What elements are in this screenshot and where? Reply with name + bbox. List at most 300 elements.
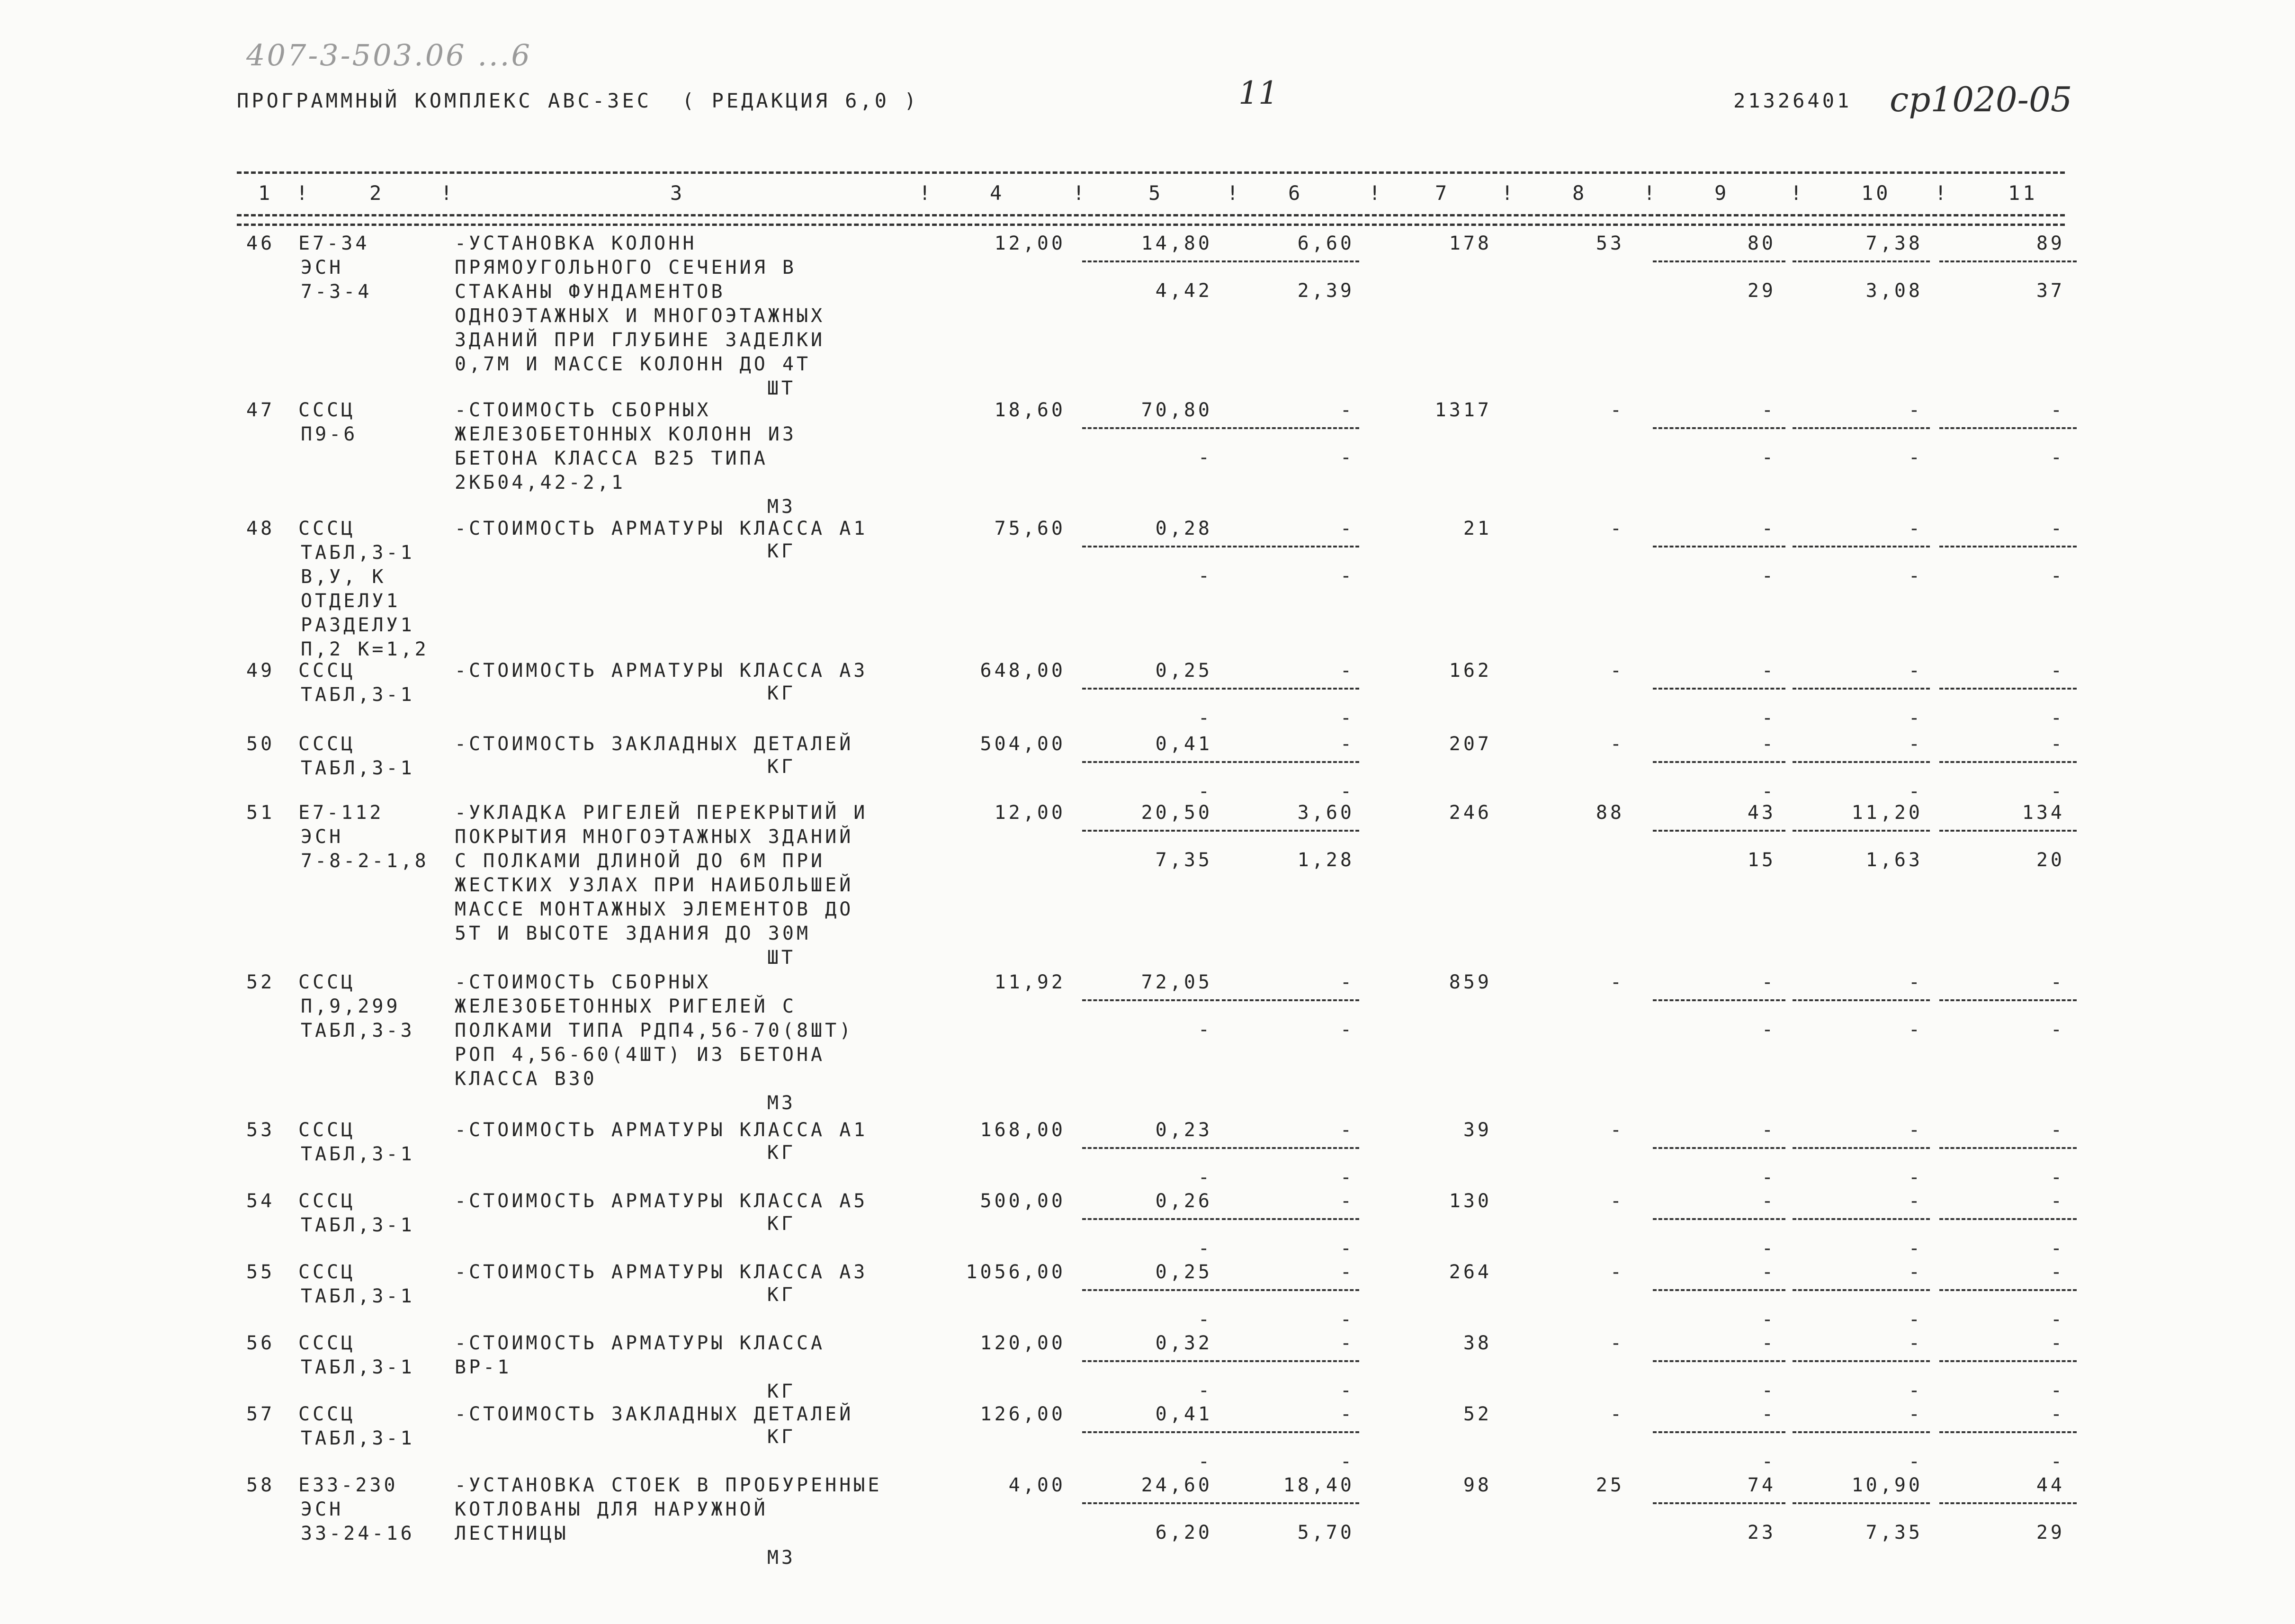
total-cost-value: 39 <box>1463 1119 1492 1141</box>
qty-value: 18,60 <box>994 399 1066 421</box>
cell-divider <box>1793 999 1930 1001</box>
unit-cost-value: 20,50 <box>1141 802 1212 824</box>
unit-cost-wages-value: - <box>1340 399 1354 421</box>
unit-cost-driver-value: - <box>1340 1019 1354 1041</box>
norm-code-line: П,2 К=1,2 <box>301 638 429 660</box>
labor-machine-value: - <box>1908 707 1923 729</box>
table-header-rule-2 <box>237 224 2065 226</box>
unit-label: М3 <box>767 1092 796 1114</box>
description-line: -УСТАНОВКА КОЛОНН <box>455 233 697 254</box>
machine-wages-value: - <box>1761 1238 1776 1259</box>
norm-code-line: Е33-230 <box>298 1474 398 1496</box>
cell-divider <box>1082 1360 1219 1362</box>
total-cost-value: 162 <box>1449 660 1492 682</box>
description-line: БЕТОНА КЛАССА В25 ТИПА <box>455 448 768 469</box>
unit-cost-value: 0,41 <box>1155 733 1212 755</box>
row-number: 46 <box>246 233 275 254</box>
description-line: -УКЛАДКА РИГЕЛЕЙ ПЕРЕКРЫТИЙ И <box>455 802 868 824</box>
row-number: 50 <box>246 733 275 755</box>
total-wages-value: - <box>1610 1190 1624 1212</box>
unit-cost-driver-value: - <box>1340 565 1354 587</box>
cell-divider <box>1082 761 1219 763</box>
cell-divider <box>1653 260 1785 262</box>
labor-value: 11,20 <box>1851 802 1923 824</box>
total-wages-value: - <box>1610 1119 1624 1141</box>
cell-divider <box>1222 688 1359 690</box>
qty-value: 504,00 <box>980 733 1066 755</box>
description-line: ЖЕЛЕЗОБЕТОННЫХ КОЛОНН ИЗ <box>455 423 797 445</box>
description-line: -СТОИМОСТЬ АРМАТУРЫ КЛАССА А5 <box>455 1190 868 1212</box>
cell-divider <box>1082 427 1219 429</box>
cell-divider <box>1653 427 1785 429</box>
cell-divider <box>1793 688 1930 690</box>
unit-cost-value: 24,60 <box>1141 1474 1212 1496</box>
unit-cost-value: 0,41 <box>1155 1403 1212 1425</box>
total-wages-value: - <box>1610 971 1624 993</box>
norm-code-line: 7-8-2-1,8 <box>301 850 429 872</box>
labor-machine-value: 7,35 <box>1865 1522 1923 1543</box>
unit-cost-machine-value: - <box>1198 1309 1212 1330</box>
total-cost-value: 178 <box>1449 233 1492 254</box>
column-header-8: 8 <box>1572 181 1587 205</box>
unit-cost-value: 0,28 <box>1155 518 1212 539</box>
total-cost-value: 1317 <box>1434 399 1492 421</box>
cell-divider <box>1939 1502 2077 1504</box>
cell-divider <box>1082 688 1219 690</box>
total-cost-value: 21 <box>1463 518 1492 539</box>
machine-wages-value: - <box>1761 1166 1776 1188</box>
column-separator: ! <box>919 181 934 205</box>
unit-cost-driver-value: - <box>1340 1451 1354 1472</box>
machine-cost-value: - <box>1761 1119 1776 1141</box>
description-line: 2КБ04,42-2,1 <box>455 472 626 493</box>
cell-divider <box>1222 546 1359 547</box>
unit-cost-value: 0,23 <box>1155 1119 1212 1141</box>
norm-code-line: СССЦ <box>298 1190 356 1212</box>
unit-cost-value: 0,32 <box>1155 1332 1212 1354</box>
unit-cost-driver-value: - <box>1340 1380 1354 1401</box>
norm-code-line: ЭСН <box>301 826 344 848</box>
cell-divider <box>1939 546 2077 547</box>
labor-machine-total-value: - <box>2050 1380 2065 1401</box>
cell-divider <box>1793 546 1930 547</box>
total-wages-value: - <box>1610 1332 1624 1354</box>
row-number: 54 <box>246 1190 275 1212</box>
total-wages-value: 88 <box>1596 802 1624 824</box>
total-wages-value: - <box>1610 733 1624 755</box>
description-line: -СТОИМОСТЬ АРМАТУРЫ КЛАССА А3 <box>455 660 868 682</box>
cell-divider <box>1793 1147 1930 1149</box>
cell-divider <box>1653 1289 1785 1291</box>
labor-machine-total-value: - <box>2050 1451 2065 1472</box>
norm-code-line: СССЦ <box>298 1119 356 1141</box>
description-line: С ПОЛКАМИ ДЛИНОЙ ДО 6М ПРИ <box>455 850 825 872</box>
description-line: -СТОИМОСТЬ ЗАКЛАДНЫХ ДЕТАЛЕЙ <box>455 733 854 755</box>
description-line: -УСТАНОВКА СТОЕК В ПРОБУРЕННЫЕ <box>455 1474 882 1496</box>
labor-machine-value: - <box>1908 1451 1923 1472</box>
row-number: 53 <box>246 1119 275 1141</box>
description-line: СТАКАНЫ ФУНДАМЕНТОВ <box>455 281 726 303</box>
cell-divider <box>1939 761 2077 763</box>
unit-label: КГ <box>767 756 796 778</box>
labor-value: - <box>1908 1403 1923 1425</box>
cell-divider <box>1082 260 1219 262</box>
total-cost-value: 52 <box>1463 1403 1492 1425</box>
cell-divider <box>1939 1147 2077 1149</box>
total-wages-value: - <box>1610 1261 1624 1283</box>
cell-divider <box>1939 1431 2077 1433</box>
labor-value: - <box>1908 733 1923 755</box>
labor-value: - <box>1908 518 1923 539</box>
norm-code-line: ОТДЕЛУ1 <box>301 590 401 612</box>
cell-divider <box>1222 1147 1359 1149</box>
column-header-6: 6 <box>1288 181 1303 205</box>
labor-value: - <box>1908 1119 1923 1141</box>
description-line: КОТЛОВАНЫ ДЛЯ НАРУЖНОЙ <box>455 1498 768 1520</box>
column-header-7: 7 <box>1435 181 1450 205</box>
handwritten-document-code: ср1020-05 <box>1890 80 2072 119</box>
total-cost-value: 246 <box>1449 802 1492 824</box>
norm-code-line: ТАБЛ,3-1 <box>301 757 415 779</box>
cell-divider <box>1793 427 1930 429</box>
unit-cost-driver-value: - <box>1340 447 1354 468</box>
unit-label: ШТ <box>767 947 796 969</box>
column-separator: ! <box>1643 181 1658 205</box>
column-header-5: 5 <box>1148 181 1164 205</box>
handwritten-reference: 407-3-503.06 ...6 <box>246 38 532 72</box>
cell-divider <box>1222 427 1359 429</box>
labor-machine-total-value: - <box>2050 1309 2065 1330</box>
norm-code-line: ТАБЛ,3-1 <box>301 1214 415 1236</box>
qty-value: 126,00 <box>980 1403 1066 1425</box>
cell-divider <box>1793 1218 1930 1220</box>
labor-machine-value: - <box>1908 1380 1923 1401</box>
total-wages-value: 25 <box>1596 1474 1624 1496</box>
cell-divider <box>1082 1289 1219 1291</box>
unit-label: КГ <box>767 1284 796 1306</box>
unit-cost-driver-value: - <box>1340 1309 1354 1330</box>
description-line: ПОКРЫТИЯ МНОГОЭТАЖНЫХ ЗДАНИЙ <box>455 826 854 848</box>
column-separator: ! <box>1227 181 1242 205</box>
machine-cost-value: - <box>1761 733 1776 755</box>
norm-code-line: ТАБЛ,3-1 <box>301 1143 415 1165</box>
norm-code-line: ТАБЛ,3-1 <box>301 1356 415 1378</box>
unit-cost-wages-value: - <box>1340 1403 1354 1425</box>
column-header-3: 3 <box>670 181 685 205</box>
description-line: 0,7М И МАССЕ КОЛОНН ДО 4Т <box>455 353 811 375</box>
column-header-4: 4 <box>990 181 1005 205</box>
cell-divider <box>1939 260 2077 262</box>
machine-cost-value: - <box>1761 1190 1776 1212</box>
qty-value: 168,00 <box>980 1119 1066 1141</box>
edition-label: ( РЕДАКЦИЯ 6,0 ) <box>682 89 919 112</box>
row-number: 49 <box>246 660 275 682</box>
labor-total-value: - <box>2050 399 2065 421</box>
unit-cost-wages-value: - <box>1340 1119 1354 1141</box>
unit-cost-machine-value: - <box>1198 447 1212 468</box>
machine-cost-value: 74 <box>1747 1474 1776 1496</box>
unit-cost-machine-value: - <box>1198 781 1212 802</box>
row-number: 52 <box>246 971 275 993</box>
column-separator: ! <box>1501 181 1516 205</box>
norm-code-line: СССЦ <box>298 1403 356 1425</box>
unit-label: М3 <box>767 496 796 518</box>
qty-value: 11,92 <box>994 971 1066 993</box>
column-header-2: 2 <box>369 181 385 205</box>
machine-wages-value: - <box>1761 1451 1776 1472</box>
labor-machine-value: - <box>1908 565 1923 587</box>
machine-wages-value: - <box>1761 1309 1776 1330</box>
machine-wages-value: 15 <box>1747 849 1776 871</box>
column-separator: ! <box>1073 181 1088 205</box>
total-cost-value: 98 <box>1463 1474 1492 1496</box>
machine-cost-value: 80 <box>1747 233 1776 254</box>
cell-divider <box>1082 1147 1219 1149</box>
description-line: -СТОИМОСТЬ СБОРНЫХ <box>455 971 711 993</box>
labor-machine-value: 1,63 <box>1865 849 1923 871</box>
unit-cost-driver-value: 1,28 <box>1297 849 1354 871</box>
cell-divider <box>1653 999 1785 1001</box>
norm-code-line: ТАБЛ,3-1 <box>301 1285 415 1307</box>
labor-value: - <box>1908 971 1923 993</box>
labor-value: - <box>1908 660 1923 682</box>
unit-label: КГ <box>767 1142 796 1164</box>
unit-cost-value: 0,25 <box>1155 1261 1212 1283</box>
labor-machine-value: - <box>1908 781 1923 802</box>
description-line: -СТОИМОСТЬ ЗАКЛАДНЫХ ДЕТАЛЕЙ <box>455 1403 854 1425</box>
norm-code-line: П,9,299 <box>301 996 401 1017</box>
machine-wages-value: - <box>1761 707 1776 729</box>
cell-divider <box>1793 1502 1930 1504</box>
cell-divider <box>1653 1147 1785 1149</box>
qty-value: 12,00 <box>994 233 1066 254</box>
row-number: 55 <box>246 1261 275 1283</box>
cell-divider <box>1939 999 2077 1001</box>
description-line: -СТОИМОСТЬ АРМАТУРЫ КЛАССА А3 <box>455 1261 868 1283</box>
norm-code-line: СССЦ <box>298 1332 356 1354</box>
table-top-rule <box>237 171 2065 174</box>
page-number: 11 <box>1238 75 1278 111</box>
labor-machine-value: - <box>1908 1166 1923 1188</box>
cell-divider <box>1653 761 1785 763</box>
column-separator: ! <box>1369 181 1384 205</box>
labor-machine-total-value: - <box>2050 565 2065 587</box>
column-separator: ! <box>1935 181 1950 205</box>
machine-wages-value: - <box>1761 565 1776 587</box>
norm-code-line: ЭСН <box>301 257 344 278</box>
unit-cost-wages-value: - <box>1340 1332 1354 1354</box>
unit-cost-machine-value: - <box>1198 1451 1212 1472</box>
unit-cost-wages-value: - <box>1340 1190 1354 1212</box>
labor-value: - <box>1908 1190 1923 1212</box>
norm-code-line: В,У, К <box>301 566 386 588</box>
cell-divider <box>1793 1360 1930 1362</box>
document-code: 21326401 <box>1733 89 1852 112</box>
unit-cost-value: 70,80 <box>1141 399 1212 421</box>
column-separator: ! <box>296 181 311 205</box>
column-header-1: 1 <box>258 181 273 205</box>
column-separator: ! <box>440 181 456 205</box>
unit-cost-wages-value: - <box>1340 733 1354 755</box>
row-number: 48 <box>246 518 275 539</box>
description-line: ЖЕЛЕЗОБЕТОННЫХ РИГЕЛЕЙ С <box>455 996 797 1017</box>
machine-wages-value: - <box>1761 1019 1776 1041</box>
total-cost-value: 264 <box>1449 1261 1492 1283</box>
qty-value: 4,00 <box>1008 1474 1066 1496</box>
machine-cost-value: - <box>1761 399 1776 421</box>
labor-total-value: 89 <box>2036 233 2065 254</box>
description-line: ЖЕСТКИХ УЗЛАХ ПРИ НАИБОЛЬШЕЙ <box>455 874 854 896</box>
unit-cost-machine-value: 4,42 <box>1155 280 1212 302</box>
unit-cost-wages-value: - <box>1340 518 1354 539</box>
labor-machine-value: - <box>1908 1019 1923 1041</box>
norm-code-line: ЭСН <box>301 1498 344 1520</box>
unit-cost-value: 0,26 <box>1155 1190 1212 1212</box>
unit-cost-driver-value: - <box>1340 707 1354 729</box>
cell-divider <box>1082 1431 1219 1433</box>
cell-divider <box>1222 1218 1359 1220</box>
labor-machine-total-value: - <box>2050 707 2065 729</box>
total-cost-value: 207 <box>1449 733 1492 755</box>
unit-cost-wages-value: - <box>1340 660 1354 682</box>
total-wages-value: - <box>1610 660 1624 682</box>
column-header-9: 9 <box>1714 181 1730 205</box>
cell-divider <box>1222 830 1359 832</box>
unit-cost-driver-value: 5,70 <box>1297 1522 1354 1543</box>
total-cost-value: 38 <box>1463 1332 1492 1354</box>
unit-cost-wages-value: - <box>1340 1261 1354 1283</box>
unit-cost-machine-value: - <box>1198 1019 1212 1041</box>
machine-wages-value: - <box>1761 781 1776 802</box>
row-number: 56 <box>246 1332 275 1354</box>
cell-divider <box>1653 546 1785 547</box>
machine-wages-value: 23 <box>1747 1522 1776 1543</box>
cell-divider <box>1222 1431 1359 1433</box>
cell-divider <box>1082 546 1219 547</box>
unit-label: ШТ <box>767 377 796 399</box>
cell-divider <box>1793 1431 1930 1433</box>
description-line: -СТОИМОСТЬ АРМАТУРЫ КЛАССА <box>455 1332 825 1354</box>
cell-divider <box>1939 1218 2077 1220</box>
row-number: 51 <box>246 802 275 824</box>
unit-label: КГ <box>767 1381 796 1402</box>
cell-divider <box>1222 761 1359 763</box>
cell-divider <box>1939 427 2077 429</box>
unit-cost-machine-value: 6,20 <box>1155 1522 1212 1543</box>
unit-label: М3 <box>767 1547 796 1569</box>
cell-divider <box>1222 1289 1359 1291</box>
cell-divider <box>1082 830 1219 832</box>
norm-code-line: ТАБЛ,3-1 <box>301 684 415 706</box>
unit-cost-driver-value: - <box>1340 781 1354 802</box>
cell-divider <box>1653 1218 1785 1220</box>
unit-label: КГ <box>767 1426 796 1448</box>
row-number: 58 <box>246 1474 275 1496</box>
unit-cost-value: 14,80 <box>1141 233 1212 254</box>
description-line: ПОЛКАМИ ТИПА РДП4,56-70(8ШТ) <box>455 1020 854 1041</box>
cell-divider <box>1222 1502 1359 1504</box>
unit-label: КГ <box>767 682 796 705</box>
labor-total-value: - <box>2050 1332 2065 1354</box>
labor-value: - <box>1908 1261 1923 1283</box>
qty-value: 648,00 <box>980 660 1066 682</box>
unit-cost-machine-value: 7,35 <box>1155 849 1212 871</box>
description-line: 5Т И ВЫСОТЕ ЗДАНИЯ ДО 30М <box>455 923 811 944</box>
norm-code-line: 7-3-4 <box>301 281 372 303</box>
norm-code-line: ТАБЛ,3-1 <box>301 1427 415 1449</box>
cell-divider <box>1653 1360 1785 1362</box>
labor-total-value: - <box>2050 733 2065 755</box>
cell-divider <box>1222 1360 1359 1362</box>
labor-machine-total-value: - <box>2050 447 2065 468</box>
qty-value: 75,60 <box>994 518 1066 539</box>
labor-machine-value: 3,08 <box>1865 280 1923 302</box>
norm-code-line: СССЦ <box>298 660 356 682</box>
labor-machine-value: - <box>1908 1309 1923 1330</box>
description-line: КЛАССА В30 <box>455 1068 597 1090</box>
norm-code-line: СССЦ <box>298 518 356 539</box>
machine-wages-value: - <box>1761 1380 1776 1401</box>
qty-value: 1056,00 <box>966 1261 1066 1283</box>
cell-divider <box>1793 761 1930 763</box>
description-line: ОДНОЭТАЖНЫХ И МНОГОЭТАЖНЫХ <box>455 305 825 327</box>
norm-code-line: СССЦ <box>298 399 356 421</box>
cell-divider <box>1082 1218 1219 1220</box>
machine-cost-value: - <box>1761 518 1776 539</box>
labor-machine-total-value: - <box>2050 1166 2065 1188</box>
row-number: 47 <box>246 399 275 421</box>
unit-cost-driver-value: - <box>1340 1166 1354 1188</box>
norm-code-line: СССЦ <box>298 1261 356 1283</box>
labor-machine-total-value: - <box>2050 1019 2065 1041</box>
labor-total-value: - <box>2050 518 2065 539</box>
cell-divider <box>1222 999 1359 1001</box>
labor-value: - <box>1908 1332 1923 1354</box>
column-separator: ! <box>1790 181 1805 205</box>
labor-total-value: 44 <box>2036 1474 2065 1496</box>
description-line: ВР-1 <box>455 1356 512 1378</box>
description-line: -СТОИМОСТЬ АРМАТУРЫ КЛАССА А1 <box>455 518 868 539</box>
labor-total-value: - <box>2050 1190 2065 1212</box>
cell-divider <box>1939 830 2077 832</box>
cell-divider <box>1793 830 1930 832</box>
cell-divider <box>1793 260 1930 262</box>
cell-divider <box>1653 688 1785 690</box>
cell-divider <box>1082 999 1219 1001</box>
machine-cost-value: - <box>1761 660 1776 682</box>
norm-code-line: СССЦ <box>298 733 356 755</box>
cell-divider <box>1939 688 2077 690</box>
row-number: 57 <box>246 1403 275 1425</box>
qty-value: 120,00 <box>980 1332 1066 1354</box>
description-line: ЗДАНИЙ ПРИ ГЛУБИНЕ ЗАДЕЛКИ <box>455 329 825 351</box>
labor-machine-value: - <box>1908 447 1923 468</box>
description-line: -СТОИМОСТЬ СБОРНЫХ <box>455 399 711 421</box>
description-line: РОП 4,56-60(4ШТ) ИЗ БЕТОНА <box>455 1044 825 1066</box>
qty-value: 12,00 <box>994 802 1066 824</box>
unit-cost-wages-value: 3,60 <box>1297 802 1354 824</box>
norm-code-line: РАЗДЕЛУ1 <box>301 614 415 636</box>
unit-cost-machine-value: - <box>1198 565 1212 587</box>
labor-machine-value: - <box>1908 1238 1923 1259</box>
total-wages-value: - <box>1610 1403 1624 1425</box>
unit-cost-wages-value: - <box>1340 971 1354 993</box>
labor-total-value: - <box>2050 1403 2065 1425</box>
cell-divider <box>1082 1502 1219 1504</box>
labor-value: 10,90 <box>1851 1474 1923 1496</box>
machine-wages-value: 29 <box>1747 280 1776 302</box>
labor-total-value: - <box>2050 971 2065 993</box>
